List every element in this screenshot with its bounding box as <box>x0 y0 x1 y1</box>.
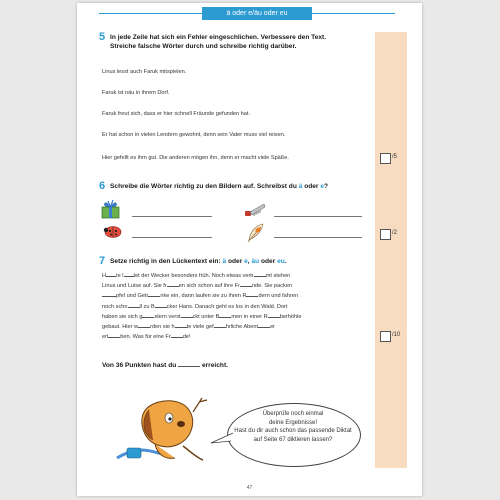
gap-blank[interactable] <box>214 322 226 328</box>
gap-blank[interactable] <box>108 332 120 338</box>
gap-blank[interactable] <box>246 291 258 297</box>
gap-text-line-6: gebaut. Hier w rden sie h te viele gef hrliche Abent er <box>102 324 276 331</box>
gap-blank[interactable] <box>171 332 183 338</box>
exercise-6-number: 6 <box>99 180 106 192</box>
gap-text-line-7: erl ben. Was für eine Fr de! <box>102 334 191 341</box>
exercise-6-score-box[interactable] <box>380 229 391 240</box>
gap-blank[interactable] <box>102 291 116 297</box>
gap-text-line-1: H te l tet der Wecker besonders früh. Noch etwas vertr mt stehen <box>102 273 291 279</box>
total-points: Von 36 Punkten hast du erreicht. <box>102 362 228 369</box>
ladybug-icon <box>103 224 123 238</box>
exercise-5-score: /5 <box>392 154 398 160</box>
exercise-7-score: /10 <box>392 332 401 338</box>
gap-blank[interactable] <box>240 281 252 287</box>
gap-blank[interactable] <box>124 271 134 277</box>
answer-line-feather[interactable] <box>274 237 362 238</box>
exercise-5-line-1: Linus lesst auch Faruk mitspielen. <box>102 69 187 75</box>
gap-blank[interactable] <box>148 291 160 297</box>
gap-blank[interactable] <box>258 322 270 328</box>
gap-blank[interactable] <box>167 281 179 287</box>
gap-text-line-2: Linus und Luise auf. Sie fr en sich schon auf ihre Fr nde. Sie packen <box>102 283 293 290</box>
exercise-5-score-box[interactable] <box>380 153 391 164</box>
exercise-7-number: 7 <box>99 255 106 267</box>
answer-line-ladybug[interactable] <box>132 237 212 238</box>
exercise-7-instruction: Setze richtig in den Lückentext ein: ä oder e, äu oder eu. <box>110 258 287 265</box>
gap-text-line-5: haben sie sich g stern verst ckt unter B men in einer R berhöhle <box>102 313 302 320</box>
exercise-5-number: 5 <box>99 31 106 43</box>
gap-blank[interactable] <box>155 302 167 308</box>
gap-blank[interactable] <box>142 312 154 318</box>
exercise-5-line-3: Faruk freut sich, dass er hier schnell Fräunde gefunden hat. <box>102 111 251 117</box>
gap-text-line-4: noch schn ll zu B cker Hans. Danach geht es los in den Wald. Dort <box>102 303 288 310</box>
exercise-6-instruction: Schreibe die Wörter richtig zu den Bildern auf. Schreibst du ä oder e? <box>110 183 329 190</box>
gap-blank[interactable] <box>181 312 193 318</box>
exercise-6-score: /2 <box>392 230 398 236</box>
gift-icon <box>99 199 123 219</box>
exercise-5-line-4: Er hat schon in vielen Lendern gewohnt, denn sein Vater muss viel reisen. <box>102 132 286 138</box>
exercise-5-line-5: Hier gefellt es ihm gut. Die anderen mögen ihn, denn er macht viele Späße. <box>102 155 289 161</box>
mascot-illustration <box>107 388 225 476</box>
page-number: 47 <box>246 485 253 491</box>
gap-blank[interactable] <box>254 271 266 277</box>
exercise-7-score-box[interactable] <box>380 331 391 342</box>
gap-blank[interactable] <box>175 322 187 328</box>
exercise-5-instruction-line2: Streiche falsche Wörter durch und schreibe richtig darüber. <box>110 43 297 50</box>
gap-blank[interactable] <box>106 271 116 277</box>
speech-bubble-text: Überprüfe noch einmal deine Ergebnisse! Hast du dir auch schon das passende Diktat auf Seite 67 diktieren lassen? <box>234 411 352 443</box>
total-blank[interactable] <box>178 361 200 367</box>
gap-blank[interactable] <box>268 312 280 318</box>
score-sidebar <box>375 32 407 468</box>
exercise-5-line-2: Faruk ist näu in ihrem Dorf. <box>102 90 170 96</box>
exercise-5-instruction <box>110 33 370 51</box>
feather-icon <box>246 221 266 243</box>
answer-line-saw[interactable] <box>274 216 362 217</box>
gap-blank[interactable] <box>138 322 150 328</box>
worksheet-page <box>77 3 422 496</box>
gap-text-line-3: pfel und Getr nke ein, dann laufen sie zu ihren R dern und fahren <box>102 291 352 301</box>
gap-blank[interactable] <box>128 302 140 308</box>
gap-blank[interactable] <box>219 312 231 318</box>
section-header: ä oder e/äu oder eu <box>202 7 312 20</box>
exercise-5-instruction-line1: In jede Zeile hat sich ein Fehler eingeschlichen. Verbessere den Text. <box>110 34 327 41</box>
gap-text <box>102 271 352 342</box>
answer-line-gift[interactable] <box>132 216 212 217</box>
saw-icon <box>244 201 266 219</box>
